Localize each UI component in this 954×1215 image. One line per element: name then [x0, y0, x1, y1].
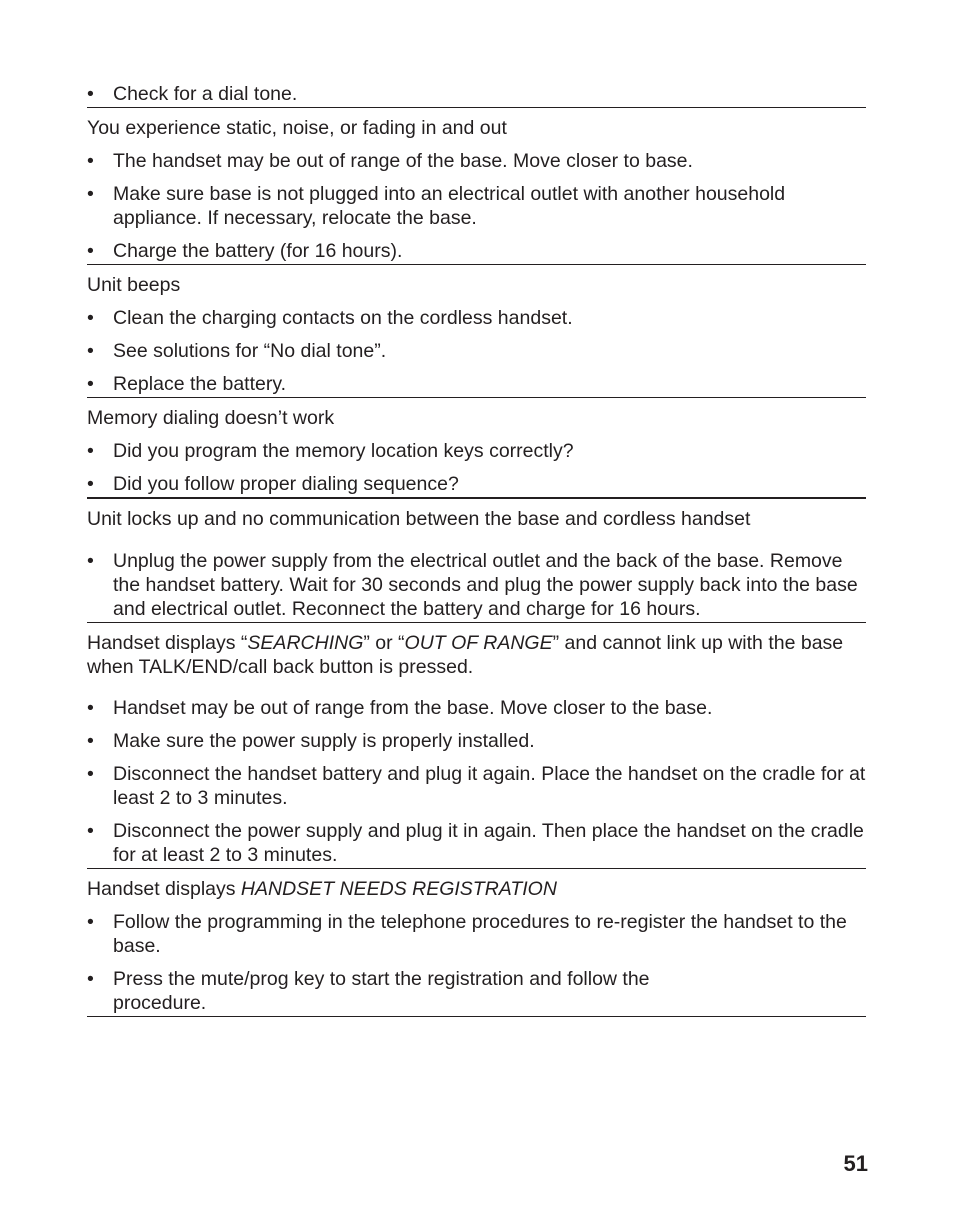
troubleshooting-content — [87, 82, 866, 1025]
bullet-icon: • — [87, 820, 94, 842]
bullet-icon: • — [87, 911, 94, 933]
bullet-icon: • — [87, 150, 94, 172]
list-item-text: Clean the charging contacts on the cordless handset. — [113, 307, 573, 329]
bullet-icon: • — [87, 473, 94, 495]
heading-text: Handset displays “ — [87, 632, 248, 654]
list-item — [87, 372, 866, 396]
list-item-text: Make sure base is not plugged into an electrical outlet with another household appliance. If necessary, relocate the base. — [113, 183, 786, 229]
display-message: HANDSET NEEDS REGISTRATION — [240, 878, 557, 900]
bullet-icon: • — [87, 240, 94, 262]
section-divider — [87, 497, 866, 499]
list-item-text: Did you follow proper dialing sequence? — [113, 473, 459, 495]
bullet-icon: • — [87, 730, 94, 752]
section-divider — [87, 622, 866, 623]
heading-text: ” and cannot link up with the base when TALK/END/call back button is pressed. — [87, 632, 844, 678]
list-item — [87, 182, 866, 230]
list-item-text: Make sure the power supply is properly installed. — [113, 730, 535, 752]
list-item — [87, 729, 866, 753]
problem-heading-unit-beeps: Unit beeps — [87, 274, 181, 296]
page-number: 51 — [843, 1151, 868, 1176]
heading-text: ” or “ — [363, 632, 405, 654]
problem-heading-needs-registration — [87, 877, 866, 901]
section-divider — [87, 107, 866, 108]
list-item — [87, 439, 866, 463]
list-item-text: Handset may be out of range from the base. Move closer to the base. — [113, 697, 713, 719]
list-item-text: Disconnect the handset battery and plug it again. Place the handset on the cradle for at least 2 to 3 minutes. — [113, 763, 866, 809]
list-item-text: Replace the battery. — [113, 373, 287, 395]
list-item — [87, 549, 866, 621]
display-message: SEARCHING — [247, 632, 364, 654]
list-item — [87, 339, 866, 363]
section-divider — [87, 1016, 866, 1017]
display-message: OUT OF RANGE — [404, 632, 553, 654]
list-item — [87, 306, 866, 330]
list-item — [87, 967, 866, 1015]
bullet-icon: • — [87, 307, 94, 329]
bullet-icon: • — [87, 550, 94, 572]
list-item — [87, 762, 866, 810]
bullet-icon: • — [87, 968, 94, 990]
problem-heading-memory-dialing: Memory dialing doesn’t work — [87, 407, 335, 429]
bullet-icon: • — [87, 183, 94, 205]
problem-heading-static-noise: You experience static, noise, or fading in and out — [87, 117, 507, 139]
bullet-icon: • — [87, 373, 94, 395]
list-item — [87, 472, 866, 496]
list-item-text: Check for a dial tone. — [113, 83, 298, 105]
section-divider — [87, 264, 866, 265]
heading-text: Handset displays — [87, 878, 241, 900]
bullet-icon: • — [87, 340, 94, 362]
list-item — [87, 82, 866, 106]
list-item — [87, 149, 866, 173]
list-item-text: Press the mute/prog key to start the registration and follow the procedure. — [113, 968, 650, 1014]
bullet-icon: • — [87, 697, 94, 719]
list-item-text: Follow the programming in the telephone procedures to re-register the handset to the base. — [113, 911, 847, 957]
list-item — [87, 239, 866, 263]
list-item-text: The handset may be out of range of the base. Move closer to base. — [113, 150, 693, 172]
problem-heading-unit-locks-up: Unit locks up and no communication between the base and cordless handset — [87, 508, 751, 530]
bullet-icon: • — [87, 440, 94, 462]
bullet-icon: • — [87, 763, 94, 785]
list-item — [87, 819, 866, 867]
list-item-text: See solutions for “No dial tone”. — [113, 340, 387, 362]
list-item-text: Unplug the power supply from the electrical outlet and the back of the base. Remove the handset battery. Wait for 30 seconds and plug the power supply back into the base and electrical outlet. Reconnect the battery and charge for 16 hours. — [113, 550, 858, 620]
list-item-text: Disconnect the power supply and plug it in again. Then place the handset on the cradle for at least 2 to 3 minutes. — [113, 820, 864, 866]
bullet-icon: • — [87, 83, 94, 105]
list-item-text: Did you program the memory location keys correctly? — [113, 440, 574, 462]
problem-heading-searching — [87, 631, 866, 679]
list-item-text: Charge the battery (for 16 hours). — [113, 240, 403, 262]
list-item — [87, 910, 866, 958]
section-divider — [87, 868, 866, 869]
list-item — [87, 696, 866, 720]
section-divider — [87, 397, 866, 398]
